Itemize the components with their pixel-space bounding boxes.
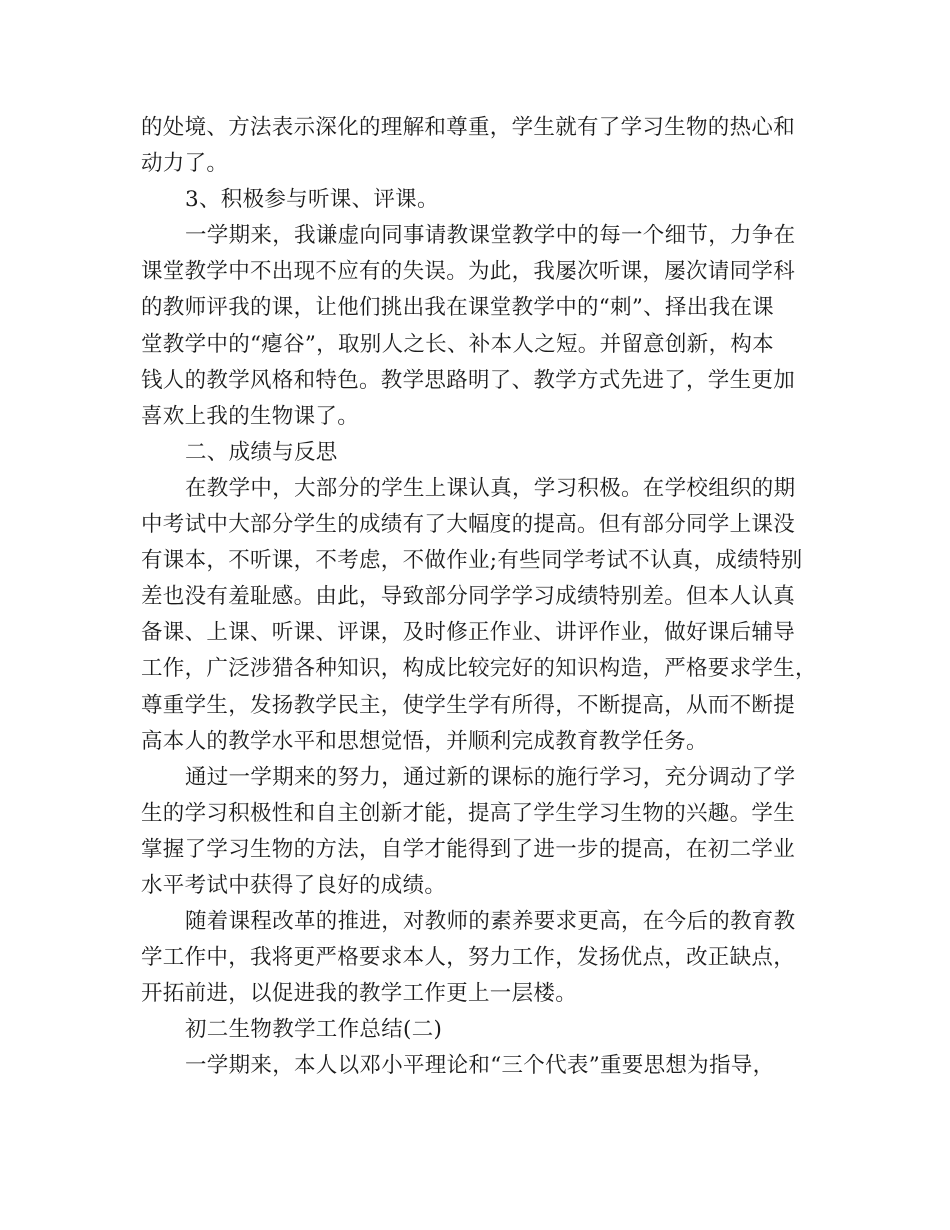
text-line: 生的学习积极性和自主创新才能，提高了学生学习生物的兴趣。学生 [141, 800, 796, 826]
text-line: 有课本，不听课，不考虑，不做作业;有些同学考试不认真，成绩特别 [141, 548, 803, 574]
text-line: 钱人的教学风格和特色。教学思路明了、教学方式先进了，学生更加 [141, 367, 796, 393]
text-line: 的处境、方法表示深化的理解和尊重，学生就有了学习生物的热心和 [141, 115, 796, 140]
document-subtitle: 初二生物教学工作总结(二) [185, 1017, 443, 1043]
text-line: 的教师评我的课，让他们挑出我在课堂教学中的“刺”、择出我在课 [141, 295, 774, 321]
text-line: 工作，广泛涉猎各种知识，构成比较完好的知识构造，严格要求学生， [141, 656, 817, 682]
text-line: 通过一学期来的努力，通过新的课标的施行学习，充分调动了学 [185, 764, 796, 790]
text-line: 高本人的教学水平和思想觉悟，并顺利完成教育教学任务。 [141, 728, 708, 754]
text-line: 掌握了学习生物的方法，自学才能得到了进一步的提高，在初二学业 [141, 836, 796, 862]
text-line: 动力了。 [141, 151, 229, 177]
text-line: 在教学中，大部分的学生上课认真，学习积极。在学校组织的期 [185, 475, 796, 501]
text-line: 开拓前进，以促进我的教学工作更上一层楼。 [141, 981, 578, 1007]
text-line: 备课、上课、听课、评课，及时修正作业、讲评作业，做好课后辅导 [141, 620, 796, 646]
text-line: 一学期来，本人以邓小平理论和“三个代表”重要思想为指导， [185, 1053, 775, 1079]
text-line: 水平考试中获得了良好的成绩。 [141, 872, 447, 898]
text-line: 堂教学中的“瘪谷”，取别人之长、补本人之短。并留意创新，构本 [141, 331, 774, 357]
section-heading: 二、成绩与反思 [185, 439, 338, 465]
text-line: 中考试中大部分学生的成绩有了大幅度的提高。但有部分同学上课没 [141, 512, 796, 538]
text-line: 随着课程改革的推进，对教师的素养要求更高，在今后的教育教 [185, 909, 796, 935]
text-line: 一学期来，我谦虚向同事请教课堂教学中的每一个细节，力争在 [185, 223, 796, 249]
text-line: 课堂教学中不出现不应有的失误。为此，我屡次听课，屡次请同学科 [141, 259, 796, 285]
section-heading: 3、积极参与听课、评课。 [185, 187, 439, 213]
text-line: 学工作中，我将更严格要求本人，努力工作，发扬优点，改正缺点， [141, 945, 796, 971]
text-line: 差也没有羞耻感。由此，导致部分同学学习成绩特别差。但本人认真 [141, 584, 796, 610]
text-line: 尊重学生，发扬教学民主，使学生学有所得，不断提高，从而不断提 [141, 692, 796, 718]
document-body [141, 110, 831, 1085]
text-line: 喜欢上我的生物课了。 [141, 403, 360, 429]
